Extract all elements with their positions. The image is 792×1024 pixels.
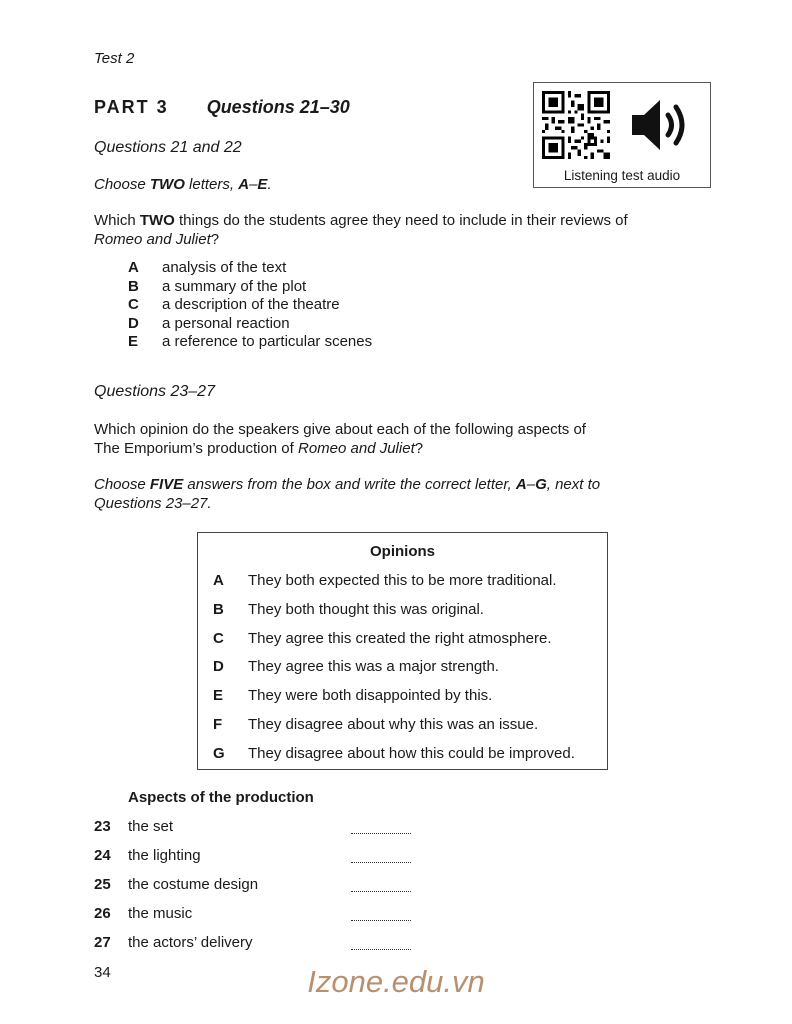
opinion-item: D They agree this was a major strength. — [213, 658, 499, 676]
aspects-title: Aspects of the production — [128, 789, 314, 806]
list-item: A analysis of the text — [128, 259, 287, 276]
question-row: 24 the lighting — [94, 847, 350, 876]
opinion-item: A They both expected this to be more traditional. — [213, 572, 557, 589]
list-item: B a summary of the plot — [128, 277, 307, 295]
section1-title: Questions 21 and 22 — [94, 139, 242, 156]
aspects-list — [94, 818, 350, 963]
answer-blank[interactable] — [351, 881, 411, 892]
opinion-item: B They both thought this was original. — [213, 600, 484, 618]
qr-code-icon[interactable] — [542, 91, 610, 159]
page-number: 34 — [94, 964, 111, 981]
question-row: 27 the actors’ delivery — [94, 934, 350, 963]
questions-range: Questions 21–30 — [206, 97, 350, 117]
opinion-item: G They disagree about how this could be improved. — [213, 744, 575, 762]
question-row: 25 the costume design — [94, 876, 350, 905]
opinions-box — [197, 532, 608, 770]
answer-blank[interactable] — [351, 939, 411, 950]
opinion-item: F They disagree about why this was an issue. — [213, 715, 539, 733]
opinion-item: E They were both disappointed by this. — [213, 687, 493, 705]
list-item: D a personal reaction — [128, 314, 290, 332]
list-item: E a reference to particular scenes — [128, 333, 373, 351]
answer-blank[interactable] — [351, 852, 411, 863]
question-row: 26 the music — [94, 905, 350, 934]
watermark: Izone.edu.vn — [307, 964, 485, 999]
list-item: C a description of the theatre — [128, 296, 340, 314]
test-label: Test 2 — [94, 50, 135, 67]
opinion-item: C They agree this created the right atmosphere. — [213, 629, 552, 647]
opinions-title: Opinions — [370, 543, 435, 560]
part-label: PART 3 — [94, 97, 169, 117]
section1-options — [128, 259, 372, 352]
audio-box[interactable] — [533, 82, 711, 188]
answer-blank[interactable] — [351, 910, 411, 921]
section2-question: Which opinion do the speakers give about each of the following aspects of The Emporium’s production of Romeo and Juliet? — [94, 421, 586, 457]
part-heading — [94, 97, 350, 118]
section2-instruction: Choose FIVE answers from the box and write the correct letter, A–G, next to Questions 23–27. — [94, 476, 601, 512]
question-row: 23 the set — [94, 818, 350, 847]
section2-title: Questions 23–27 — [94, 383, 215, 400]
speaker-icon[interactable] — [630, 97, 692, 153]
audio-caption: Listening test audio — [563, 168, 681, 183]
section1-instruction: Choose TWO letters, A–E. — [94, 176, 272, 193]
section1-question: Which TWO things do the students agree they need to include in their reviews of Romeo and Juliet? — [94, 212, 628, 248]
answer-blank[interactable] — [351, 823, 411, 834]
